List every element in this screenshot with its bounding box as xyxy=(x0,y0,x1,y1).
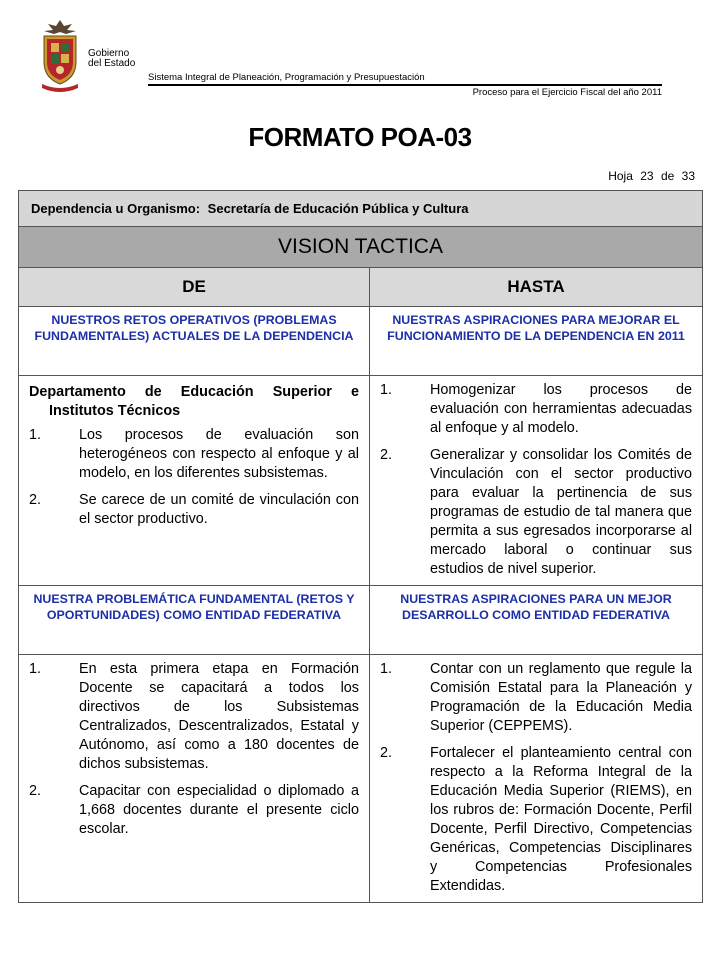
page-label: Hoja xyxy=(608,169,633,183)
poa-table xyxy=(18,190,703,903)
item-number: 2. xyxy=(29,492,42,508)
item-number: 1. xyxy=(29,427,42,443)
dependency-row xyxy=(19,191,703,227)
list-item xyxy=(29,782,359,839)
list-item xyxy=(380,660,692,736)
page-total: 33 xyxy=(681,169,695,183)
item-text: Capacitar con especialidad o diplomado a 1,668 docentes durante el presente ciclo escolar. xyxy=(79,783,359,837)
item-number: 2. xyxy=(380,745,393,761)
vision-title: VISION TACTICA xyxy=(19,227,703,268)
item-number: 1. xyxy=(380,382,393,398)
page-current: 23 xyxy=(640,169,654,183)
section2-left-heading: NUESTRA PROBLEMÁTICA FUNDAMENTAL (RETOS Y OPORTUNIDADES) COMO ENTIDAD FEDERATIVA xyxy=(19,586,370,655)
item-number: 2. xyxy=(29,783,42,799)
section2-left-cell xyxy=(19,655,370,903)
page-indicator xyxy=(604,169,695,183)
item-number: 1. xyxy=(29,661,42,677)
header-rule xyxy=(148,84,662,86)
department-title: Departamento de Educación Superior e Institutos Técnicos xyxy=(29,384,359,419)
item-number: 2. xyxy=(380,447,393,463)
page-title: FORMATO POA-03 xyxy=(248,122,472,152)
section1-left-list xyxy=(29,426,359,529)
fiscal-process-label: Proceso para el Ejercicio Fiscal del año 2011 xyxy=(472,87,662,98)
item-text: Los procesos de evaluación son heterogéneos con respecto al enfoque y al modelo, en los diferentes subsistemas. xyxy=(79,427,359,481)
item-text: Generalizar y consolidar los Comités de Vinculación con el sector productivo para evaluar la pertinencia de sus programas de estudio de tal manera que permita a sus egresados incorporarse al mercado laboral o continuar sus estudios de nivel superior. xyxy=(430,447,693,577)
document-header xyxy=(0,0,720,110)
system-title: Sistema Integral de Planeación, Programación y Presupuestación xyxy=(148,72,425,83)
section2-right-heading: NUESTRAS ASPIRACIONES PARA UN MEJOR DESARROLLO COMO ENTIDAD FEDERATIVA xyxy=(370,586,703,655)
column-header-from: DE xyxy=(19,268,370,307)
section1-right-heading: NUESTRAS ASPIRACIONES PARA MEJORAR EL FUNCIONAMIENTO DE LA DEPENDENCIA EN 2011 xyxy=(370,307,703,376)
list-item xyxy=(29,660,359,774)
list-item xyxy=(29,426,359,483)
list-item xyxy=(380,446,692,579)
gov-line-2: del Estado xyxy=(88,58,136,69)
page-of: de xyxy=(660,169,675,183)
section1-right-list xyxy=(380,381,692,579)
list-item xyxy=(29,491,359,529)
list-item xyxy=(380,381,692,438)
item-number: 1. xyxy=(380,661,393,677)
item-text: Homogenizar los procesos de evaluación con herramientas adecuadas al enfoque y al modelo. xyxy=(430,382,693,436)
column-header-to: HASTA xyxy=(370,268,703,307)
dependency-value: Secretaría de Educación Pública y Cultura xyxy=(207,201,469,216)
section1-left-heading: NUESTROS RETOS OPERATIVOS (PROBLEMAS FUNDAMENTALES) ACTUALES DE LA DEPENDENCIA xyxy=(19,307,370,376)
section2-right-cell xyxy=(370,655,703,903)
section1-right-cell xyxy=(370,376,703,586)
government-label xyxy=(88,49,135,69)
item-text: Se carece de un comité de vinculación con el sector productivo. xyxy=(79,492,359,527)
dependency-label: Dependencia u Organismo: xyxy=(31,201,201,216)
section2-left-list xyxy=(29,660,359,839)
list-item xyxy=(380,744,692,896)
section1-left-cell xyxy=(19,376,370,586)
section2-right-list xyxy=(380,660,692,896)
item-text: En esta primera etapa en Formación Docente se capacitará a todos los directivos de los Subsistemas Centralizados, Descentralizados, Estatal y Autónomo, así como a 180 docentes de dichos subsistemas. xyxy=(79,661,359,772)
gov-line-1: Gobierno xyxy=(88,48,130,59)
item-text: Fortalecer el planteamiento central con respecto a la Reforma Integral de la Educación Media Superior (RIEMS), en los rubros de: Formación Docente, Perfil Docente, Perfil Directivo, Competencias Genéricas, Competencias Disciplinares y Competencias Profesionales Extendidas. xyxy=(430,745,693,894)
state-seal-icon xyxy=(36,18,84,96)
item-text: Contar con un reglamento que regule la Comisión Estatal para la Planeación y Programación de la Educación Media Superior (CEPPEMS). xyxy=(430,661,693,734)
